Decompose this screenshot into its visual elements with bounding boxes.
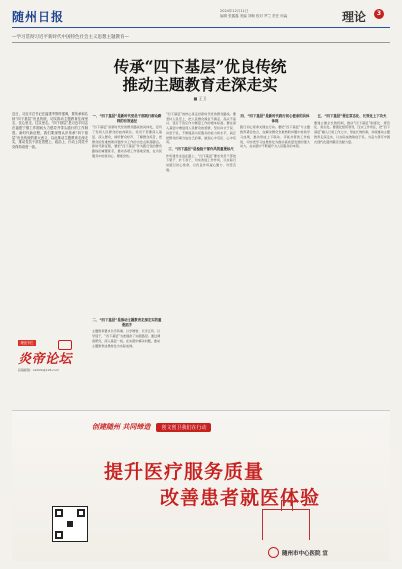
article-column-1: [92, 112, 162, 312]
article-column-1b: [92, 316, 162, 408]
hospital-logo-icon: [268, 547, 279, 558]
ad-banner: [92, 421, 211, 433]
hospital-name: 随州市中心医院 宣: [282, 551, 328, 557]
hospital-building-icon: [262, 509, 310, 540]
article-byline: ■ 王卫: [193, 96, 207, 101]
subhead-divider: [12, 42, 390, 43]
section-heading-3: 三、“四下基层”是检验干部作风的重要标尺: [168, 146, 234, 151]
edition-credits: 编辑 张鑫鑫 美编 刘畅 校对 罗兰 责任 何淼: [220, 14, 288, 18]
section-heading-2: 二、“四下基层”是推动主题教育走深走实的重要抓手: [92, 318, 162, 327]
column-text-3: 践行初心使命关键在行动。要把“四下基层”与主题教育紧密结合，在解决群众急难愁盼问题中检验学习成果，推动形成上下联动、齐抓共管的工作格局，切实把学习成果转化为推动高质量发展的强大动力，在实践中不断提升为人民服务的本领。: [240, 125, 310, 149]
article-headline: [80, 58, 320, 94]
forum-ribbon: 理论专栏: [18, 340, 36, 346]
masthead-divider: [12, 27, 390, 28]
advertisement: [12, 410, 390, 561]
ad-title-line-2: 改善患者就医体验: [160, 487, 321, 509]
column-text-2: “四下基层”的核心是走好新时代党的群众路线。要坚持人民至上，把人民群众满意不满意、高兴不高兴、答应不答应作为衡量工作的根本标准。要在深入基层中增进同人民群众的感情，坚持问计于民、问需于民，不断提高为民服务的能力和水平，真正把群众的事当成自己的事，做到心中有民、心中有责。: [166, 112, 236, 145]
ad-pill: 创文创卫我们在行动: [156, 423, 211, 432]
column-text-4: 要建立健全长效机制，推动“四下基层”制度化、规范化、常态化。要强化组织领导，压实工作责任，把“四下基层”融入日常工作之中，形成长效机制，持续推动主题教育走深走实，以实际成效取信于民，为奋力谱写中国式现代化随州篇章贡献力量。: [314, 120, 390, 144]
edition-date: 2024年12月11日: [220, 9, 249, 13]
section-heading-1: 一、“四下基层”是新时代党员干部践行群众路线的有效途径: [92, 114, 162, 123]
qr-code-icon: [52, 506, 88, 542]
masthead: [12, 6, 390, 28]
section-title: 理论: [342, 10, 367, 24]
newspaper-logo: 随州日报: [12, 10, 65, 24]
headline-line-2: 推动主题教育走深走实: [122, 75, 278, 94]
forum-badge: [18, 340, 82, 382]
section-heading-4: 四、“四下基层”是新时代践行初心使命的具体体现: [240, 114, 310, 123]
forum-email: 投稿邮箱：szrbllb@126.com: [18, 368, 59, 372]
article-column-2: [166, 112, 236, 312]
edition-meta: [220, 9, 340, 19]
forum-title: 炎帝论坛: [18, 352, 73, 367]
column-subhead: —学习贯彻习近平新时代中国特色社会主义思想主题教育—: [12, 35, 129, 40]
page-number-badge: 3: [374, 9, 384, 19]
article-column-4: [314, 112, 390, 312]
column-text-1b: 主题教育要求以学铸魂、以学增智、以学正风、以学促干，“四下基层”为此提供了实践路径。通过调查研究，深入基层一线，在实践中解决问题，推动主题教育成果转化为实际成效。: [92, 329, 161, 348]
article-intro: 近日，习近平总书记在福建考察时强调，要传承和弘扬“四下基层”优良传统，切实推动主题教育往深里走、往心里走、往实里走。“四下基层”是习近平同志在福建宁德工作期间大力倡导并带头践行的工作制度。新时代新征程，我们要深刻认识传承“四下基层”优良传统的重大意义，以此推动主题教育走深走实，推动党员干部在思想上、政治上、行动上同党中央保持高度一致。: [12, 112, 88, 149]
ad-slogan: 创建随州 共同缔造: [92, 422, 151, 431]
ad-title-line-1: 提升医疗服务质量: [104, 461, 265, 483]
column-text-2b: 作风建设永远在路上。“四下基层”要求党员干部放下架子、扑下身子，切实改进工作作风，以实际行动践行初心使命，以优良作风凝心聚力、攻坚克难。: [166, 153, 236, 172]
section-heading-5: 五、“四下基层”要在常态化、长效化上下功夫: [317, 114, 387, 118]
article-column-3: [240, 112, 310, 312]
column-text-1: “四下基层”是新时代党的群众路线的具体化，密切了党同人民群众的血肉联系。党员干部要深入基层、深入群众，倾听群众呼声，了解群众疾苦，把群众的急难愁盼问题作为工作的出发点和落脚点。新时代新征程，要把“四下基层”作为践行党的群众路线的重要抓手，推动各项工作落地见效，在为民服务中检验初心、锤炼党性。: [92, 125, 162, 158]
headline-line-1: 传承“四下基层”优良传统: [113, 57, 287, 76]
